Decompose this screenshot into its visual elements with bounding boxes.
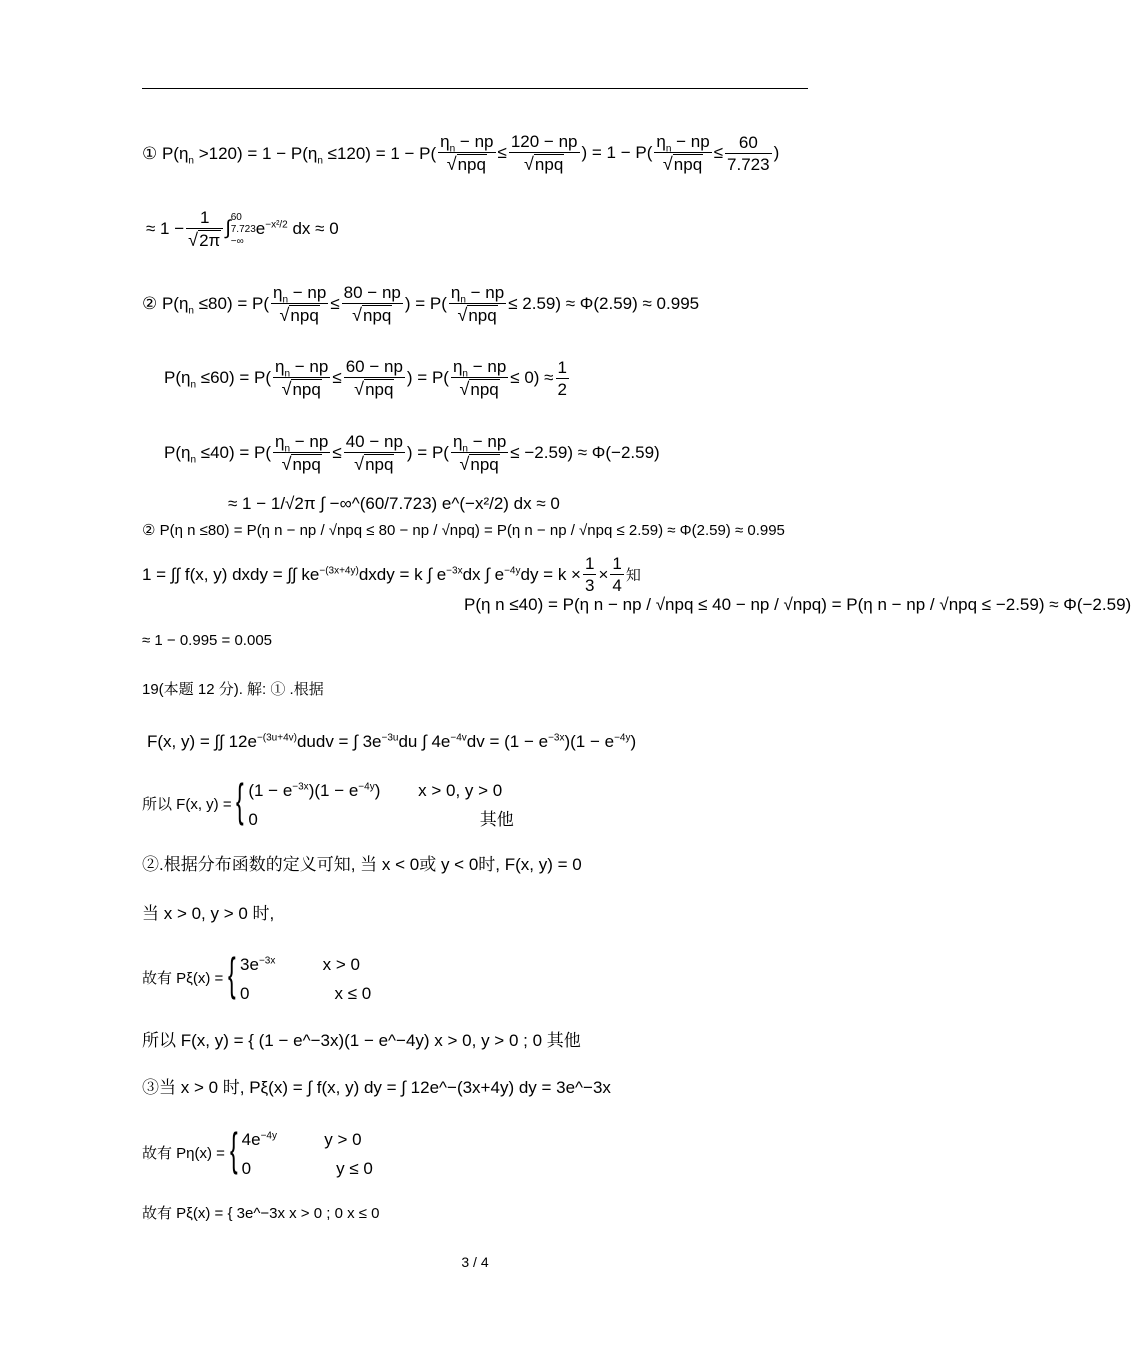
equation-line-19: 故有 Pη(x) = { $4e^{-4y}$ y > 0 0 y ≤ 0 [142,1123,373,1178]
header-rule [142,88,808,89]
page-number: 3 / 4 [461,1254,489,1270]
equation-line-20: 故有 Pξ(x) = { 3e^−3x x > 0 ; 0 x ≤ 0 [142,1205,380,1222]
equation-line-10: ≈ 1 − 0.995 = 0.005 [142,632,273,649]
equation-line-11: 19(本题 12 分). 解: ① .根据 [142,681,324,698]
equation-line-1: ① $P(\eta_n >120) = 1 - P(\eta_n \le 120) = 1 - P$( $\frac{\eta_n - np}{\text{√npq}}$ ≤ $\frac{120 - np}{\text{√npq}}$ ) = 1 − P( $\frac{\eta_n - np}{\text{√npq}}$ ≤ $\frac{60}{7.723}$ ) [142,132,780,174]
equation-line-3: ② $P(\eta_n \le 80) = P$( $\frac{\eta_n - np}{\text{√npq}}$ ≤ $\frac{80 - np}{\text{√npq}}$ ) = P( $\frac{\eta_n - np}{\text{√npq}}$ ≤ 2.59) ≈ Φ(2.59) ≈ 0.995 [142,283,700,325]
equation-line-12: F(x, y) = ∫∫ $12e^{-(3u+4v)}dudv$ = ∫ $3e^{-3u}du$ ∫ $4e^{-4v}dv = (1 - e^{-3x})(1 - e^{-4y})$ [147,732,637,751]
equation-line-15: 当 x > 0, y > 0 时, [142,904,275,923]
equation-line-13: 所以 F(x, y) = { $(1 - e^{-3x})(1 - e^{-4y})$ x > 0, y > 0 0 其他 [142,774,514,829]
equation-line-4: $P(\eta_n \le 60) = P$( $\frac{\eta_n - np}{\text{√npq}}$ ≤ $\frac{60 - np}{\text{√npq}}$ ) = P( $\frac{\eta_n - np}{\text{√npq}}$ ≤ 0) ≈ $\frac{1}{2}$ [164,357,567,399]
equation-line-5: $P(\eta_n \le 40) = P$( $\frac{\eta_n - np}{\text{√npq}}$ ≤ $\frac{40 - np}{\text{√npq}}$ ) = P( $\frac{\eta_n - np}{\text{√npq}}$ ≤ −2.59) ≈ Φ(−2.59) [164,432,660,474]
equation-line-16: 故有 Pξ(x) = { $3e^{-3x}$ x > 0 0 x ≤ 0 [142,948,372,1003]
problem-heading: ② P(η n ≤80) = P(η n − np / √npq ≤ 80 − np / √npq) = P(η n − np / √npq ≤ 2.59) ≈ Φ(2.59) ≈ 0.995 [142,522,785,539]
equation-line-18: ③当 x > 0 时, Pξ(x) = ∫ f(x, y) dy = ∫ 12e^−(3x+4y) dy = 3e^−3x [142,1078,611,1097]
equation-line-9: P(η n ≤40) = P(η n − np / √npq ≤ 40 − np / √npq) = P(η n − np / √npq ≤ −2.59) ≈ Φ(−2.59) [464,595,1131,614]
equation-line-17: 所以 F(x, y) = { (1 − e^−3x)(1 − e^−4y) x > 0, y > 0 ; 0 其他 [142,1031,581,1050]
equation-line-8: 1 = ∫∫ f(x, y) dxdy = ∫∫ $ke^{-(3x+4y)}dxdy = k$ ∫ $e^{-3x}dx$ ∫ $e^{-4y}dy = k$ × $\frac{1}{3}$ × $\frac{1}{4}$ 知 [142,554,641,595]
equation-line-2: ≈ 1 − $\frac{1}{√2\pi}$ ∫60 7.723 $-\infty e^{-x^2/2}$ dx ≈ 0 [146,208,339,250]
equation-line-14: ②.根据分布函数的定义可知, 当 x < 0或 y < 0时, F(x, y) = 0 [142,855,582,874]
equation-line-6: ≈ 1 − 1/√2π ∫ −∞^(60/7.723) e^(−x²/2) dx ≈ 0 [228,494,560,513]
